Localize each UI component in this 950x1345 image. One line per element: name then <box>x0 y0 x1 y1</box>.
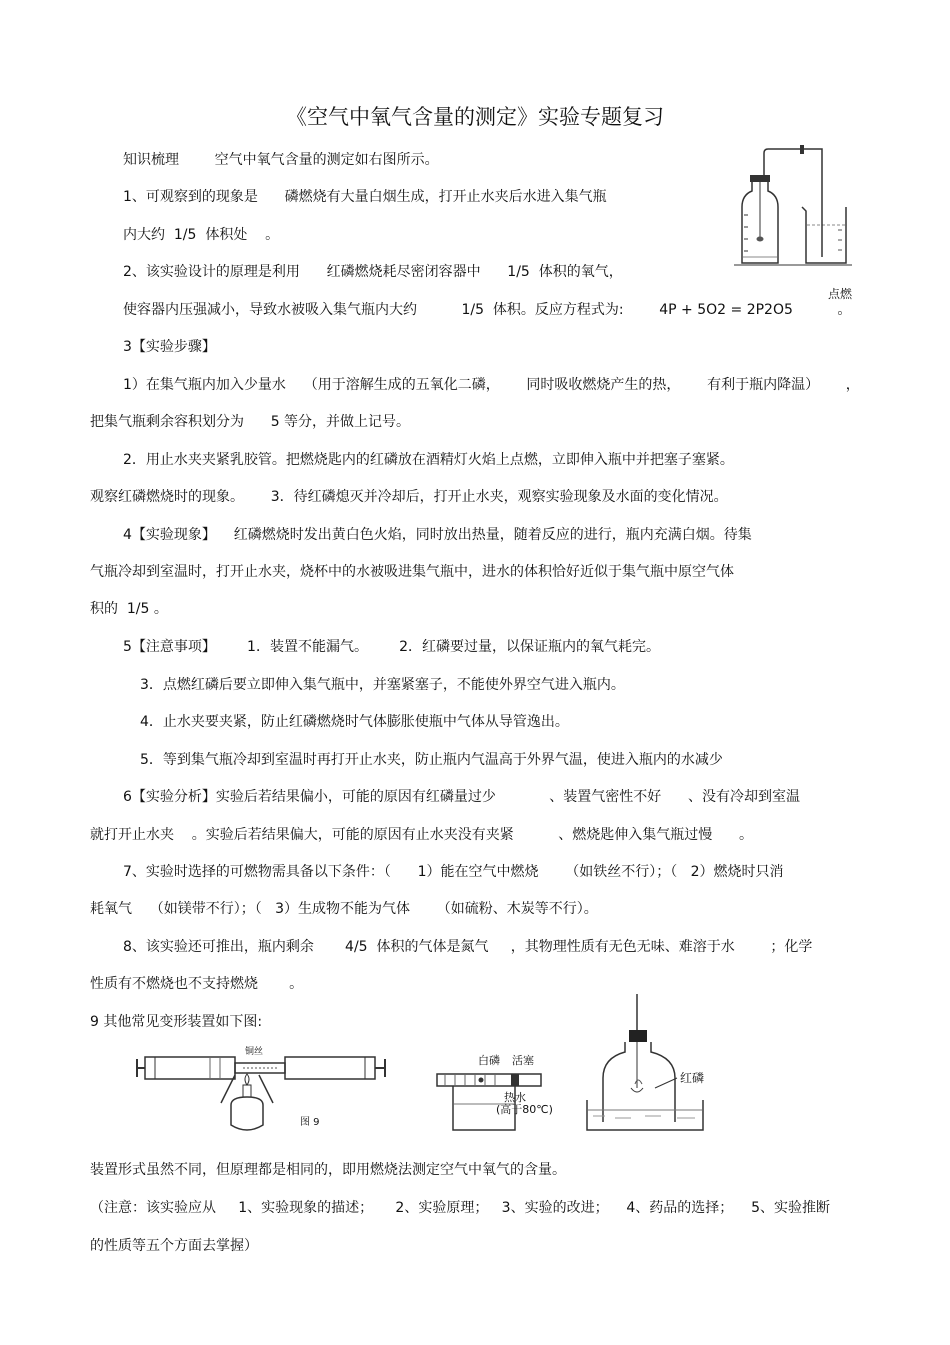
apparatus-figure-main <box>730 145 860 270</box>
fig2-piston-label: 活塞 <box>512 1054 534 1067</box>
text-line-step3: 观察红磷燃烧时的现象。 3．待红磷熄灭并冷却后，打开止水夹，观察实验现象及水面的变化情况。 <box>90 489 728 505</box>
text-line-note-remark-end: 的性质等五个方面去掌握） <box>90 1238 258 1254</box>
fig2-temperature-label: (高于80℃) <box>496 1103 553 1116</box>
fig2-hot-water-label: 热水 <box>504 1091 526 1104</box>
fig1-copper-label: 铜丝 <box>245 1047 264 1057</box>
text-line-analysis-cont: 就打开止水夹 。实验后若结果偏大，可能的原因有止水夹没有夹紧 、燃烧匙伸入集气瓶过慢 。 <box>90 827 754 843</box>
text-line-principle-cont: 使容器内压强减小，导致水被吸入集气瓶内大约 1/5 体积。反应方程式为: 4P + 5O2 = 2P2O5 。 <box>123 302 852 318</box>
text-line-fuel-conditions-cont: 耗氧气 （如镁带不行）；（ 3）生成物不能为气体 （如硫粉、木炭等不行）。 <box>90 901 598 917</box>
text-line-analysis: 6【实验分析】实验后若结果偏小，可能的原因有红磷量过少 、装置气密性不好 、没有冷却到室温 <box>123 789 801 805</box>
text-line-notes: 5【注意事项】 1．装置不能漏气。 2．红磷要过量，以保证瓶内的氧气耗完。 <box>123 639 661 655</box>
text-line-step1: 1）在集气瓶内加入少量水 （用于溶解生成的五氧化二磷， 同时吸收燃烧产生的热， 有利于瓶内降温） ， <box>123 377 860 393</box>
text-line-step1-cont: 把集气瓶剩余容积划分为 5 等分，并做上记号。 <box>90 414 411 430</box>
text-line-nitrogen: 8、该实验还可推出，瓶内剩余 4/5 体积的气体是氮气 ，其物理性质有无色无味、难溶于水 ；化学 <box>123 939 813 955</box>
fig3-red-phosphorus-label: 红磷 <box>680 1071 705 1085</box>
text-line-note-remark: （注意：该实验应从 1、实验现象的描述； 2、实验原理； 3、实验的改进； 4、药品的选择； 5、实验推断 <box>90 1200 830 1216</box>
section-heading-steps: 3【实验步骤】 <box>123 339 216 355</box>
fig2-white-phosphorus-label: 白磷 <box>478 1054 500 1067</box>
text-line-nitrogen-cont: 性质有不燃烧也不支持燃烧 。 <box>90 976 304 992</box>
page-title: 《空气中氧气含量的测定》实验专题复习 <box>286 105 664 129</box>
text-line-observation: 1、可观察到的现象是 磷燃烧有大量白烟生成，打开止水夹后水进入集气瓶 <box>123 189 607 205</box>
variant-figure-bell-jar <box>585 992 715 1132</box>
text-line-step2: 2．用止水夹夹紧乳胶管。把燃烧匙内的红磷放在酒精灯火焰上点燃，立即伸入瓶中并把塞子塞紧。 <box>123 452 734 468</box>
text-line-note5: 5．等到集气瓶冷却到室温时再打开止水夹，防止瓶内气温高于外界气温，使进入瓶内的水减少 <box>140 752 723 768</box>
ignite-condition: 点燃 <box>828 287 853 301</box>
text-line-intro: 知识梳理 空气中氧气含量的测定如右图所示。 <box>123 152 439 168</box>
text-line-note4: 4．止水夹要夹紧，防止红磷燃烧时气体膨胀使瓶中气体从导管逸出。 <box>140 714 569 730</box>
text-line-variants: 9 其他常见变形装置如下图: <box>90 1014 263 1030</box>
text-line-principle: 2、该实验设计的原理是利用 红磷燃烧耗尽密闭容器中 1/5 体积的氧气， <box>123 264 623 280</box>
text-line-fuel-conditions: 7、实验时选择的可燃物需具备以下条件：（ 1）能在空气中燃烧 （如铁丝不行）；（ 2）燃烧时只消 <box>123 864 784 880</box>
text-line-observation-cont: 内大约 1/5 体积处 。 <box>123 227 280 243</box>
variant-figure-syringe <box>135 1045 390 1140</box>
fig1-caption: 图 9 <box>300 1117 320 1128</box>
text-line-note3: 3．点燃红磷后要立即伸入集气瓶中，并塞紧塞子，不能使外界空气进入瓶内。 <box>140 677 625 693</box>
text-line-summary: 装置形式虽然不同，但原理都是相同的，即用燃烧法测定空气中氧气的含量。 <box>90 1162 566 1178</box>
text-line-phenomenon-cont: 气瓶冷却到室温时，打开止水夹，烧杯中的水被吸进集气瓶中，进水的体积恰好近似于集气瓶中原空气体 <box>90 564 734 580</box>
text-line-phenomenon-end: 积的 1/5 。 <box>90 601 168 617</box>
text-line-phenomenon: 4【实验现象】 红磷燃烧时发出黄白色火焰，同时放出热量，随着反应的进行，瓶内充满白烟。待集 <box>123 527 752 543</box>
